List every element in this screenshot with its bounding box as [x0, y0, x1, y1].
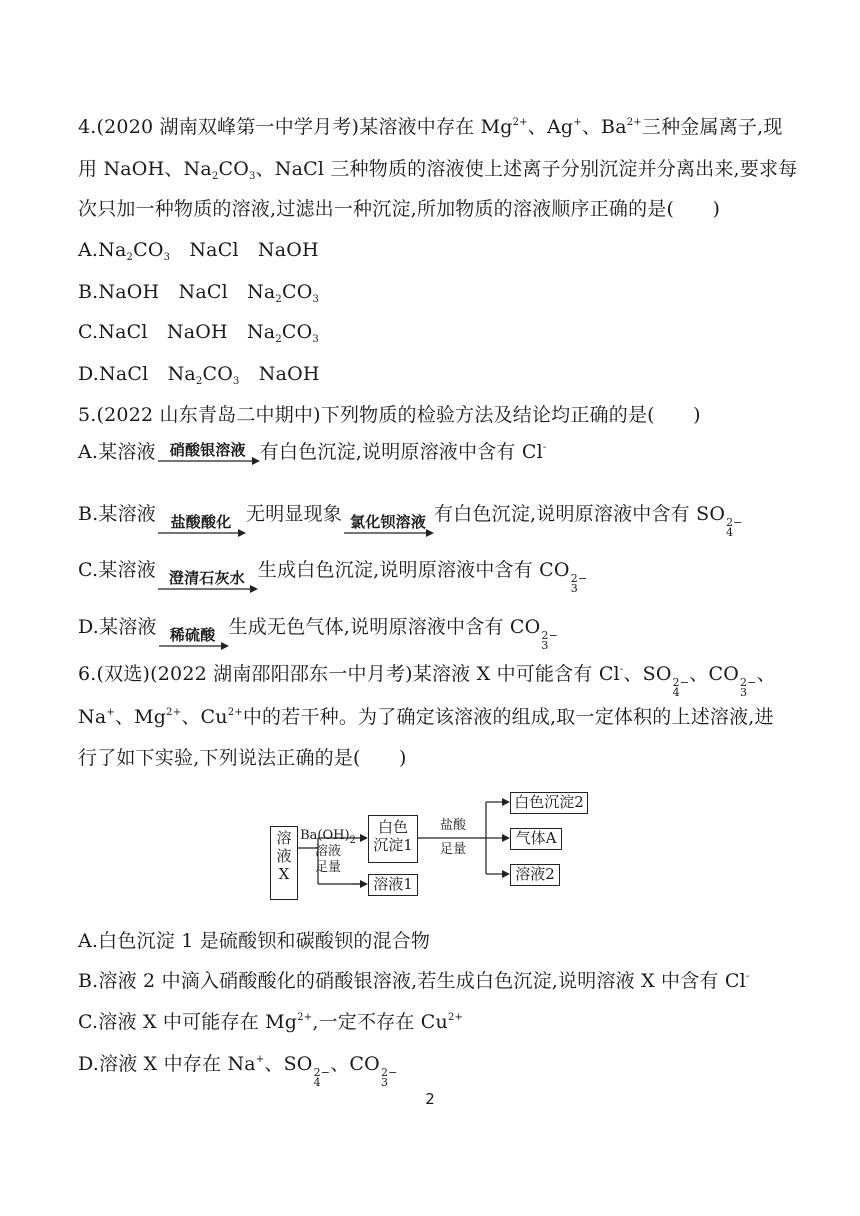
q4-option-c: C.NaCl NaOH $Na_2CO_3$ [78, 321, 319, 345]
reaction-arrow: 盐酸酸化 [156, 512, 246, 538]
q4-option-b: B.NaOH NaCl $Na_2CO_3$ [78, 281, 320, 305]
q6-option-c: C.溶液 X 中可能存在 $Mg^{2+}$,一定不存在 $Cu^{2+}$ [78, 1011, 464, 1033]
ion-charge: 2− 3 [739, 676, 757, 699]
experiment-flow-diagram [268, 788, 588, 908]
reaction-arrow: 硝酸银溶液 [156, 440, 260, 466]
reaction-arrow: 稀硫酸 [157, 625, 229, 651]
q4-option-a: $A.Na_2CO_3$ NaCl NaOH [78, 239, 319, 263]
gas-a-box: 气体A [510, 828, 562, 850]
q4-stem-line1: 4.(2020 湖南双峰第一中学月考)某溶液中存在 $Mg^{2+}$、Ag+、$Ba^{2+}$三种金属离子,现 [78, 116, 783, 138]
q6-stem-line3: 行了如下实验,下列说法正确的是( ) [78, 747, 407, 769]
q6-option-d: D.溶液 X 中存在 Na+、SO 2− 4 、CO 2− 3 [78, 1053, 398, 1089]
q5-option-d: D.某溶液 稀硫酸 生成无色气体,说明原溶液中含有 CO 2− 3 [78, 616, 559, 652]
reagent-baoh2-label: $Ba(OH)_2$ 溶液 足量 [300, 828, 356, 875]
q6-stem-line1: 6.(双选)(2022 湖南邵阳邵东一中月考)某溶液 X 中可能含有 Cl-、SO 2− 4 、CO 2− 3 、 [78, 663, 776, 699]
solution-2-box: 溶液2 [510, 864, 560, 886]
page-number: 2 [425, 1090, 435, 1108]
q5-stem: 5.(2022 山东青岛二中期中)下列物质的检验方法及结论均正确的是( ) [78, 404, 701, 426]
q4-option-d: D.NaCl $Na_2CO_3$ NaOH [78, 363, 320, 387]
solution-1-box: 溶液1 [368, 874, 418, 896]
q5-option-a: A.某溶液 硝酸银溶液 有白色沉淀,说明原溶液中含有 Cl- [78, 438, 546, 466]
ion-charge: 2− 3 [380, 1066, 398, 1089]
ion-charge: 2− 4 [672, 676, 690, 699]
q5-option-c: C.某溶液 澄清石灰水 生成白色沉淀,说明原溶液中含有 CO 2− 3 [78, 559, 588, 595]
white-precipitate-1-box: 白色 沉淀1 [368, 815, 418, 863]
ion-charge: 2− 3 [541, 629, 559, 652]
white-precipitate-2-box: 白色沉淀2 [510, 792, 588, 814]
q4-stem-line2: 用 NaOH、$Na_2CO_3$、NaCl 三种物质的溶液使上述离子分别沉淀并分离出来,要求每 [78, 158, 798, 182]
ion-charge: 2− 3 [570, 572, 588, 595]
q5-option-b: B.某溶液 盐酸酸化 无明显现象 氯化钡溶液 有白色沉淀,说明原溶液中含有 SO 2− 4 [78, 503, 743, 539]
ion-charge: 2− 4 [313, 1066, 331, 1089]
q6-stem-line2: Na+、$Mg^{2+}$、$Cu^{2+}$中的若干种。为了确定该溶液的组成,取一定体积的上述溶液,进 [78, 706, 774, 728]
solution-x-box: 溶 液 X [270, 826, 298, 900]
ion-charge: 2− 4 [726, 516, 743, 539]
q6-option-b: B.溶液 2 中滴入硝酸酸化的硝酸银溶液,若生成白色沉淀,说明溶液 X 中含有 Cl- [78, 970, 750, 992]
reaction-arrow: 氯化钡溶液 [342, 512, 434, 538]
q4-stem-line3: 次只加一种物质的溶液,过滤出一种沉淀,所加物质的溶液顺序正确的是( ) [78, 198, 721, 220]
reagent-hcl-label: 盐酸 足量 [439, 818, 466, 857]
q6-option-a: A.白色沉淀 1 是硫酸钡和碳酸钡的混合物 [78, 930, 431, 952]
reaction-arrow: 澄清石灰水 [156, 568, 258, 594]
